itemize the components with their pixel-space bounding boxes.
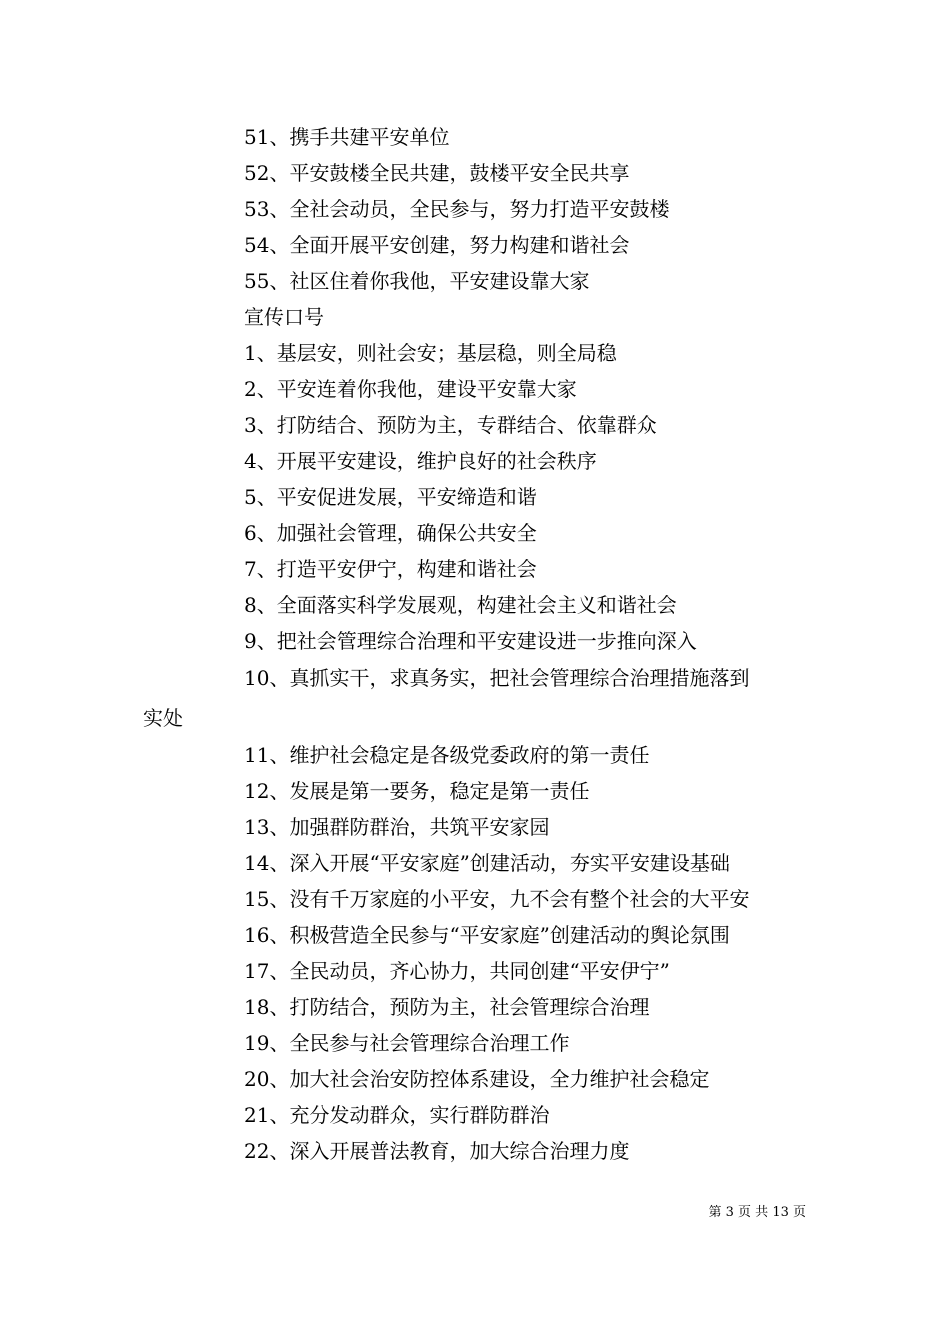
text-line: 3、打防结合、预防为主，专群结合、依靠群众	[244, 413, 657, 437]
text-line: 20、加大社会治安防控体系建设，全力维护社会稳定	[244, 1067, 710, 1091]
text-line: 12、发展是第一要务，稳定是第一责任	[244, 779, 590, 803]
text-line: 21、充分发动群众，实行群防群治	[244, 1103, 550, 1127]
text-line: 51、携手共建平安单位	[244, 125, 450, 149]
text-line: 15、没有千万家庭的小平安，九不会有整个社会的大平安	[244, 887, 750, 911]
text-line: 52、平安鼓楼全民共建，鼓楼平安全民共享	[244, 161, 630, 185]
text-line: 2、平安连着你我他，建设平安靠大家	[244, 377, 577, 401]
text-line: 16、积极营造全民参与“平安家庭”创建活动的舆论氛围	[244, 923, 730, 947]
page-number-footer: 第 3 页 共 13 页	[708, 1205, 806, 1220]
text-line: 14、深入开展“平安家庭”创建活动，夯实平安建设基础	[244, 851, 730, 875]
text-line: 8、全面落实科学发展观，构建社会主义和谐社会	[244, 593, 677, 617]
text-line: 7、打造平安伊宁，构建和谐社会	[244, 557, 537, 581]
document-body	[143, 119, 813, 1169]
text-line: 10、真抓实干，求真务实，把社会管理综合治理措施落到	[244, 666, 750, 690]
text-line-continuation: 实处	[143, 706, 183, 730]
text-line: 55、社区住着你我他，平安建设靠大家	[244, 269, 590, 293]
text-line: 5、平安促进发展，平安缔造和谐	[244, 485, 537, 509]
text-line: 53、全社会动员，全民参与，努力打造平安鼓楼	[244, 197, 670, 221]
text-line: 4、开展平安建设，维护良好的社会秩序	[244, 449, 597, 473]
text-line: 18、打防结合，预防为主，社会管理综合治理	[244, 995, 650, 1019]
text-line: 6、加强社会管理，确保公共安全	[244, 521, 537, 545]
text-line: 17、全民动员，齐心协力，共同创建“平安伊宁”	[244, 959, 670, 983]
section-heading: 宣传口号	[244, 305, 324, 329]
text-line: 13、加强群防群治，共筑平安家园	[244, 815, 550, 839]
text-line: 19、全民参与社会管理综合治理工作	[244, 1031, 570, 1055]
text-line: 11、维护社会稳定是各级党委政府的第一责任	[244, 743, 650, 767]
text-line: 22、深入开展普法教育，加大综合治理力度	[244, 1139, 630, 1163]
text-line: 9、把社会管理综合治理和平安建设进一步推向深入	[244, 629, 697, 653]
text-line: 1、基层安，则社会安；基层稳，则全局稳	[244, 341, 617, 365]
text-line: 54、全面开展平安创建，努力构建和谐社会	[244, 233, 630, 257]
